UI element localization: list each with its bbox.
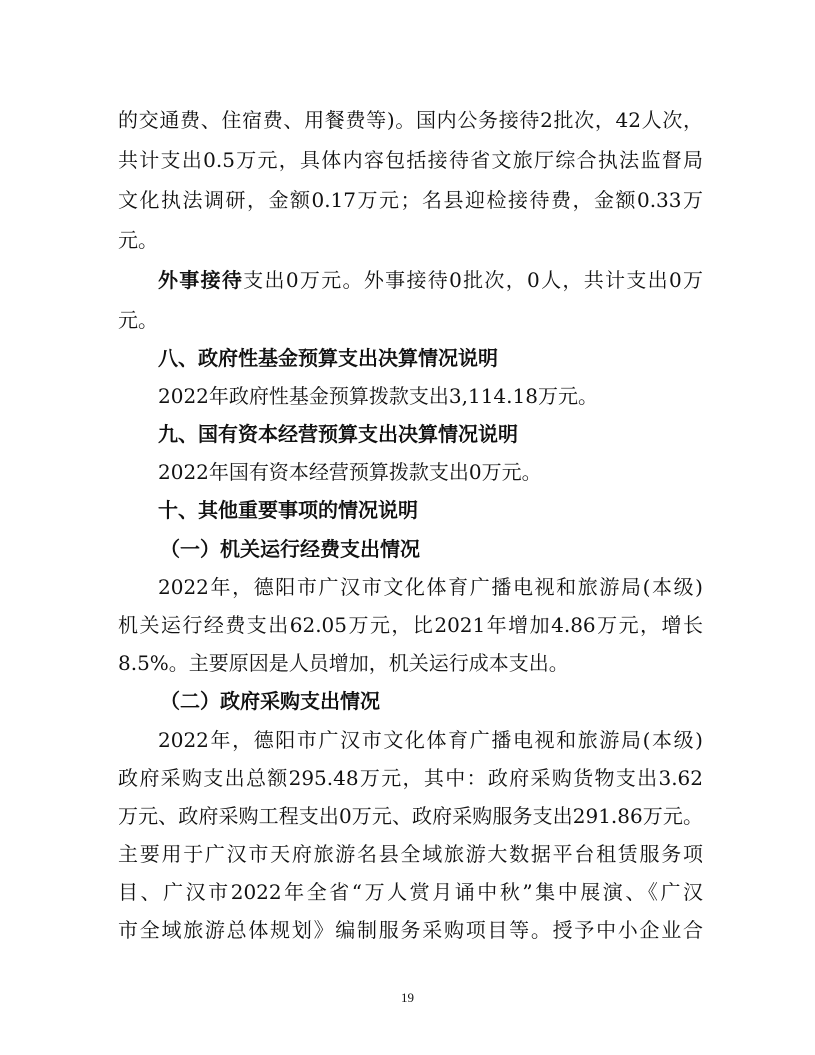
paragraph-line: 元。: [118, 308, 158, 332]
waishi-label: 外事接待: [158, 268, 244, 292]
section-heading-10: 十、其他重要事项的情况说明: [158, 498, 418, 522]
paragraph-line: 2022年，德阳市广汉市文化体育广播电视和旅游局(本级): [158, 728, 703, 752]
paragraph-line: 8.5%。主要原因是人员增加，机关运行成本支出。: [118, 651, 569, 675]
paragraph-line: 文化执法调研，金额0.17万元；名县迎检接待费，金额0.33万: [118, 188, 703, 212]
page-number: 19: [401, 990, 414, 1005]
paragraph-line: 机关运行经费支出62.05万元，比2021年增加4.86万元，增长: [118, 613, 703, 637]
paragraph-line: 2022年国有资本经营预算拨款支出0万元。: [158, 460, 542, 484]
paragraph-line: 2022年，德阳市广汉市文化体育广播电视和旅游局(本级): [158, 575, 703, 599]
paragraph-line: 2022年政府性基金预算拨款支出3,114.18万元。: [158, 384, 598, 408]
section-heading-8: 八、政府性基金预算支出决算情况说明: [158, 346, 498, 370]
paragraph-line: 主要用于广汉市天府旅游名县全域旅游大数据平台租赁服务项: [118, 842, 703, 866]
waishi-paragraph-line: [158, 265, 703, 295]
paragraph-line: 的交通费、住宿费、用餐费等)。国内公务接待2批次，42人次，: [118, 108, 703, 132]
section-heading-9: 九、国有资本经营预算支出决算情况说明: [158, 422, 518, 446]
paragraph-line: 万元、政府采购工程支出0万元、政府采购服务支出291.86万元。: [118, 804, 703, 828]
paragraph-line: 市全域旅游总体规划》编制服务采购项目等。授予中小企业合: [118, 918, 703, 942]
subsection-heading-2: （二）政府采购支出情况: [160, 689, 380, 713]
waishi-text: 支出0万元。外事接待0批次，0人，共计支出0万: [243, 268, 703, 292]
paragraph-line: 共计支出0.5万元，具体内容包括接待省文旅厅综合执法监督局: [118, 148, 703, 172]
subsection-heading-1: （一）机关运行经费支出情况: [160, 537, 420, 561]
paragraph-line: 目、广汉市2022年全省“万人赏月诵中秋”集中展演、《广汉: [118, 880, 703, 904]
paragraph-line: 政府采购支出总额295.48万元，其中：政府采购货物支出3.62: [118, 766, 703, 790]
paragraph-line: 元。: [118, 228, 158, 252]
